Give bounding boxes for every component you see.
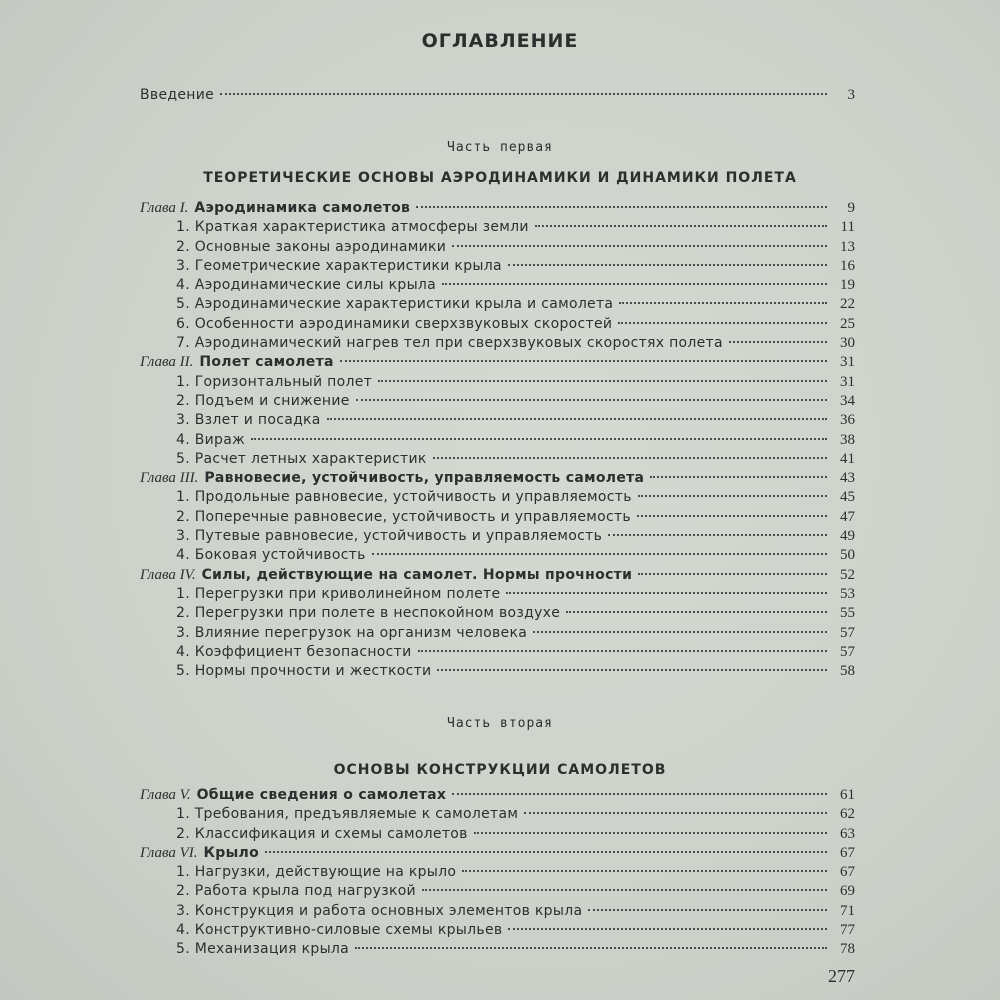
dot-leader	[535, 225, 827, 227]
section-title: 7. Аэродинамический нагрев тел при сверхзвуковых скоростях полета	[176, 335, 723, 352]
page-ref: 31	[840, 373, 855, 390]
page-ref: 47	[840, 508, 855, 525]
toc-chapter-row	[140, 353, 855, 372]
toc-chapter-row	[140, 566, 855, 585]
toc-chapter-row	[140, 469, 855, 488]
page-ref: 41	[840, 450, 855, 467]
section-title: 1. Краткая характеристика атмосферы земли	[176, 219, 529, 236]
dot-leader	[437, 669, 827, 671]
section-title: 6. Особенности аэродинамики сверхзвуковых скоростей	[176, 315, 613, 332]
dot-leader	[508, 264, 827, 266]
chapter-title: Крыло	[203, 844, 260, 861]
section-title: 1. Перегрузки при криволинейном полете	[176, 585, 501, 602]
chapter-label: Глава V.	[140, 787, 191, 803]
toc-item-row	[140, 315, 855, 334]
toc-item-row	[140, 940, 855, 959]
chapter-label: Глава IV.	[140, 566, 196, 583]
part-1-title: ТЕОРЕТИЧЕСКИЕ ОСНОВЫ АЭРОДИНАМИКИ И ДИНАМИКИ ПОЛЕТА	[203, 170, 797, 186]
dot-leader	[566, 611, 827, 613]
section-title: 4. Боковая устойчивость	[176, 547, 366, 564]
dot-leader	[340, 360, 827, 362]
dot-leader	[588, 909, 827, 911]
dot-leader	[618, 322, 827, 324]
dot-leader	[452, 245, 827, 247]
page-ref: 11	[840, 219, 855, 236]
toc-item-row	[140, 411, 855, 430]
dot-leader	[608, 534, 827, 536]
toc-item-row	[140, 450, 855, 469]
toc-item-row	[140, 863, 855, 882]
section-title: 4. Коэффициент безопасности	[176, 643, 412, 660]
chapter-label: Глава III.	[140, 470, 199, 487]
page-ref: 77	[840, 922, 855, 939]
dot-leader	[433, 457, 827, 459]
page-ref: 38	[840, 431, 855, 448]
page-ref: 57	[840, 624, 855, 641]
section-title: 1. Продольные равновесие, устойчивость и управляемость	[176, 489, 632, 506]
section-title: 3. Взлет и посадка	[176, 412, 321, 429]
page-ref: 49	[840, 528, 855, 545]
toc-item-row	[140, 431, 855, 450]
page-ref: 25	[840, 315, 855, 332]
toc-item-row	[140, 527, 855, 546]
toc-item-row	[140, 585, 855, 604]
toc-item-row	[140, 662, 855, 681]
page-ref: 67	[840, 844, 855, 861]
dot-leader	[372, 553, 827, 555]
page-ref: 78	[840, 941, 855, 958]
toc-item-row	[140, 921, 855, 940]
dot-leader	[462, 870, 827, 872]
toc-item-row	[140, 624, 855, 643]
page-ref: 57	[840, 643, 855, 660]
chapter-title: Аэродинамика самолетов	[194, 200, 411, 216]
page-ref: 22	[840, 296, 855, 313]
section-title: 5. Нормы прочности и жесткости	[176, 663, 432, 680]
section-title: 5. Механизация крыла	[176, 941, 350, 958]
toc-item-row	[140, 218, 855, 237]
toc-item-row	[140, 805, 855, 824]
page-ref: 36	[840, 412, 855, 429]
part-2-label: Часть вторая	[447, 716, 553, 731]
section-title: 2. Перегрузки при полете в неспокойном воздухе	[176, 605, 561, 622]
section-title: 2. Поперечные равновесие, устойчивость и управляемость	[176, 508, 631, 525]
toc-item-row	[140, 257, 855, 276]
page-ref: 13	[840, 238, 855, 255]
dot-leader	[356, 399, 827, 401]
part-1-label: Часть первая	[447, 140, 553, 155]
section-title: 1. Горизонтальный полет	[176, 373, 373, 390]
page-ref: 69	[840, 883, 855, 900]
page-ref: 61	[840, 787, 855, 803]
section-title: 2. Основные законы аэродинамики	[176, 238, 447, 255]
dot-leader	[619, 302, 827, 304]
chapter-title: Полет самолета	[199, 354, 334, 371]
dot-leader	[418, 650, 828, 652]
dot-leader	[474, 832, 827, 834]
toc-item-row	[140, 546, 855, 565]
toc-item-row	[140, 373, 855, 392]
page-ref: 34	[840, 392, 855, 409]
chapter-label: Глава II.	[140, 354, 194, 371]
toc-chapter-row	[140, 199, 855, 218]
chapter-label: Глава VI.	[140, 844, 198, 861]
toc-item-row	[140, 604, 855, 623]
page-ref: 53	[840, 585, 855, 602]
dot-leader	[524, 812, 827, 814]
dot-leader	[508, 928, 827, 930]
dot-leader	[422, 889, 827, 891]
page-ref: 30	[840, 335, 855, 352]
section-title: 2. Работа крыла под нагрузкой	[176, 883, 416, 900]
section-title: 1. Требования, предъявляемые к самолетам	[176, 806, 519, 823]
page-ref: 52	[840, 566, 855, 583]
section-title: 1. Нагрузки, действующие на крыло	[176, 864, 457, 881]
part-2-title: ОСНОВЫ КОНСТРУКЦИИ САМОЛЕТОВ	[333, 762, 667, 778]
toc-part-2	[140, 786, 855, 960]
toc-chapter-row	[140, 844, 855, 863]
section-title: 4. Аэродинамические силы крыла	[176, 277, 437, 294]
page-ref: 58	[840, 663, 855, 680]
toc-item-row	[140, 488, 855, 507]
page-title: ОГЛАВЛЕНИЕ	[421, 30, 579, 52]
page-ref: 19	[840, 277, 855, 294]
toc-item-row	[140, 276, 855, 295]
page-ref: 16	[840, 257, 855, 274]
chapter-label: Глава I.	[140, 200, 189, 216]
dot-leader	[533, 631, 827, 633]
page-ref: 62	[840, 806, 855, 823]
toc-item-row	[140, 902, 855, 921]
dot-leader	[220, 93, 827, 95]
page-ref: 63	[840, 825, 855, 842]
toc-item-row	[140, 334, 855, 353]
dot-leader	[251, 438, 827, 440]
page-ref: 55	[840, 605, 855, 622]
section-title: 4. Конструктивно-силовые схемы крыльев	[176, 922, 503, 939]
section-title: 4. Вираж	[176, 431, 245, 448]
dot-leader	[637, 515, 827, 517]
page-ref: 9	[847, 200, 855, 216]
section-title: 3. Путевые равновесие, устойчивость и управляемость	[176, 528, 603, 545]
toc-intro-title: Введение	[140, 87, 215, 103]
dot-leader	[265, 851, 827, 853]
section-title: 2. Классификация и схемы самолетов	[176, 825, 468, 842]
section-title: 3. Конструкция и работа основных элементов крыла	[176, 902, 583, 919]
toc-item-row	[140, 825, 855, 844]
page-ref: 43	[840, 470, 855, 487]
page-ref: 50	[840, 547, 855, 564]
dot-leader	[327, 418, 827, 420]
section-title: 5. Расчет летных характеристик	[176, 450, 427, 467]
dot-leader	[729, 341, 827, 343]
section-title: 5. Аэродинамические характеристики крыла и самолета	[176, 296, 614, 313]
page-ref: 71	[840, 902, 855, 919]
dot-leader	[452, 793, 827, 795]
dot-leader	[355, 947, 827, 949]
section-title: 3. Геометрические характеристики крыла	[176, 257, 502, 274]
section-title: 2. Подъем и снижение	[176, 392, 350, 409]
toc-item-row	[140, 508, 855, 527]
dot-leader	[650, 476, 827, 478]
page-ref: 45	[840, 489, 855, 506]
toc-intro-row	[140, 86, 855, 105]
chapter-title: Равновесие, устойчивость, управляемость самолета	[204, 470, 645, 487]
dot-leader	[416, 206, 827, 208]
toc-chapter-row	[140, 786, 855, 805]
toc-item-row	[140, 882, 855, 901]
toc-item-row	[140, 238, 855, 257]
toc-item-row	[140, 643, 855, 662]
toc-intro-page: 3	[847, 87, 855, 103]
page-number: 277	[828, 966, 855, 986]
toc-item-row	[140, 295, 855, 314]
dot-leader	[506, 592, 827, 594]
dot-leader	[442, 283, 827, 285]
dot-leader	[378, 380, 827, 382]
toc-part-1	[140, 199, 855, 681]
chapter-title: Общие сведения о самолетах	[196, 787, 447, 803]
dot-leader	[638, 495, 827, 497]
toc-item-row	[140, 392, 855, 411]
section-title: 3. Влияние перегрузок на организм человека	[176, 624, 528, 641]
dot-leader	[638, 573, 827, 575]
chapter-title: Силы, действующие на самолет. Нормы прочности	[201, 566, 633, 583]
page-ref: 31	[840, 354, 855, 371]
page-ref: 67	[840, 864, 855, 881]
